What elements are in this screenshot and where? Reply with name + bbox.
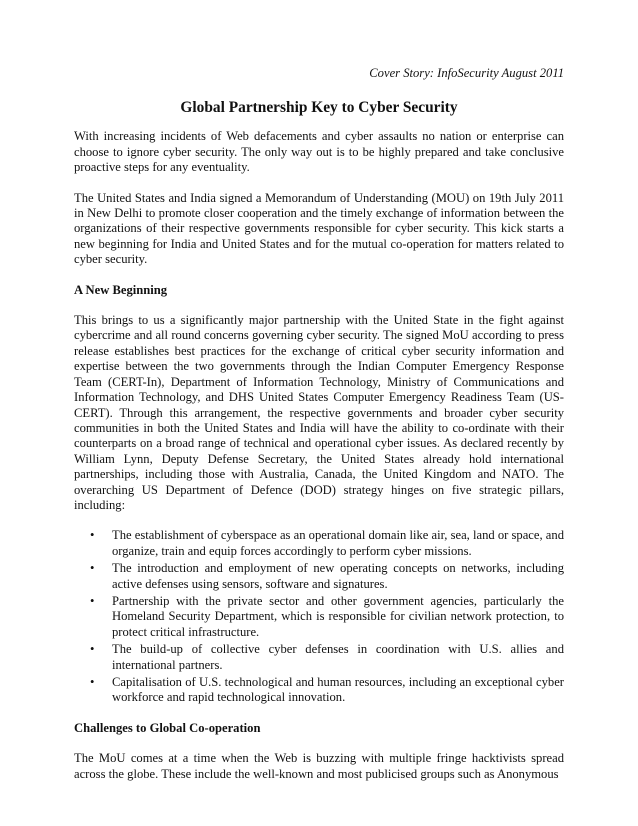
list-item-text: Partnership with the private sector and other government agencies, particularly the Homeland Security Department, which is responsible for civilian network protection, to protect critical infrastructure. [112,593,564,639]
bullet-icon: • [90,642,95,657]
list-item [74,675,564,706]
document-page [74,66,564,797]
article-title: Global Partnership Key to Cyber Security [180,99,458,117]
list-item [74,594,564,640]
list-item [74,642,564,673]
list-item-text: The build-up of collective cyber defenses in coordination with U.S. allies and international partners. [112,642,564,672]
bullet-icon: • [90,561,95,576]
list-item-text: The introduction and employment of new operating concepts on networks, including active defenses using sensors, software and signatures. [112,561,564,591]
new-beginning-paragraph: This brings to us a significantly major partnership with the United State in the fight against cybercrime and all round concerns governing cyber security. The signed MoU according to press release establishes best practices for the exchange of critical cyber security information and expertise between the two governments through the Indian Computer Emergency Response Team (CERT-In), Department of Information Technology, Ministry of Communications and Information Technology, and DHS United States Computer Emergency Readiness Team (US-CERT). Through this arrangement, the respective governments and broader cyber security communities in both the United States and India will have the ability to co-ordinate with their counterparts on a broad range of technical and operational cyber issues. As declared recently by William Lynn, Deputy Defense Secretary, the United States already hold international partnerships, including those with Australia, Canada, the United Kingdom and NATO. The overarching US Department of Defence (DOD) strategy hinges on five strategic pillars, including: [74,313,564,512]
strategic-pillars-list [74,528,564,705]
intro-paragraph: With increasing incidents of Web defacements and cyber assaults no nation or enterprise can choose to ignore cyber security. The only way out is to be highly prepared and take conclusive proactive steps for any eventuality. [74,129,564,175]
mou-paragraph: The United States and India signed a Memorandum of Understanding (MOU) on 19th July 2011 in New Delhi to promote closer cooperation and the timely exchange of information between the organizations of their respective governments responsible for cyber security. This kick starts a new beginning for India and United States and for the mutual co-operation for matters related to cyber security. [74,190,564,267]
section-heading-new-beginning: A New Beginning [74,282,168,297]
list-item [74,528,564,559]
bullet-icon: • [90,675,95,689]
list-item-text: Capitalisation of U.S. technological and human resources, including an exceptional cyber workforce and rapid technological innovation. [112,675,564,705]
challenges-paragraph: The MoU comes at a time when the Web is buzzing with multiple fringe hacktivists spread across the globe. These include the well-known and most publicised groups such as Anonymous [74,751,564,781]
section-heading-challenges: Challenges to Global Co-operation [74,720,261,735]
bullet-icon: • [90,593,95,608]
list-item-text: The establishment of cyberspace as an operational domain like air, sea, land or space, and organize, train and equip forces accordingly to perform cyber missions. [112,528,564,558]
bullet-icon: • [90,528,95,543]
list-item [74,561,564,592]
cover-story-line: Cover Story: InfoSecurity August 2011 [369,66,564,80]
